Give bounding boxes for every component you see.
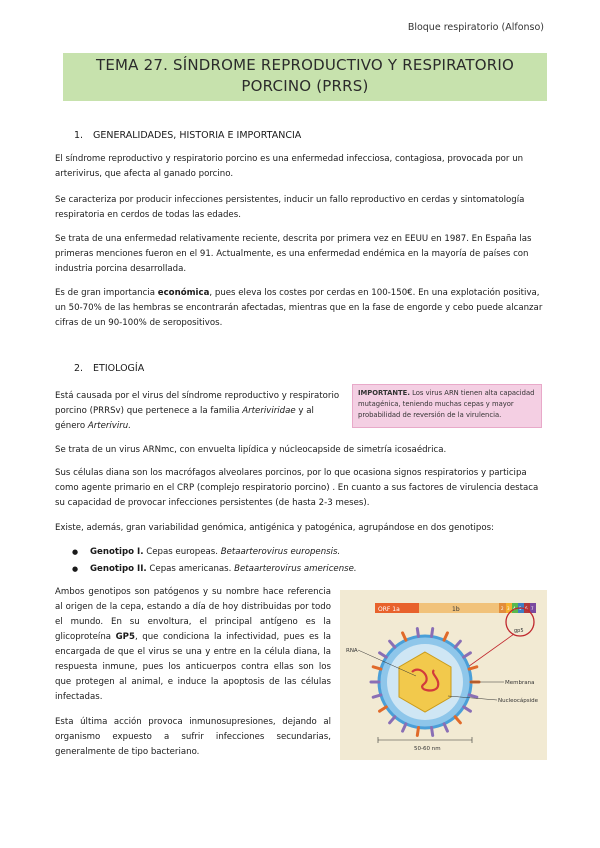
- s1-paragraph-1: El síndrome reproductivo y respiratorio porcino es una enfermedad infecciosa, contagiosa, provocada por un arterivirus, que afecta al ganado porcino.: [55, 154, 524, 179]
- gene-4-label: 4: [513, 606, 516, 611]
- s2-paragraph-1: Está causada por el virus del síndrome reproductivo y respiratorio porcino (PRRSv) que pertenece a la familia Arteriviridae y al género Arteriviru.: [55, 391, 340, 431]
- genotype-list: [72, 544, 357, 578]
- page-title: [63, 53, 547, 101]
- envelope-spike: [432, 728, 433, 736]
- section-2-title: ETIOLOGÍA: [93, 363, 145, 374]
- title-line-1: TEMA 27. SÍNDROME REPRODUCTIVO Y RESPIRATORIO: [95, 56, 515, 74]
- section-2-heading: [74, 363, 144, 374]
- membrane-label: Membrana: [505, 680, 535, 686]
- s2-paragraph-6: Esta última acción provoca inmunosupresiones, dejando al organismo expuesto a sufrir infecciones secundarias, generalmente de tipo bacteriano.: [55, 717, 331, 757]
- economic-emphasis: económica: [157, 288, 210, 298]
- envelope-spike: [417, 629, 418, 637]
- s2-paragraph-3: Sus células diana son los macrófagos alveolares porcinos, por lo que ocasiona signos respiratorios y participa como agente primario en el CRP (complejo respiratorio porcino) . En cuanto a sus factores de virulencia destaca su capacidad de provocar infecciones persistentes (de hasta 2-3 meses).: [55, 468, 539, 508]
- title-line-2: PORCINO (PRRS): [241, 77, 369, 95]
- gene-7-label: 7: [531, 606, 534, 611]
- s1-paragraph-2: Se caracteriza por producir infecciones persistentes, inducir un fallo reproductivo en cerdas y sintomatología respiratoria en cerdos de todas las edades.: [55, 195, 525, 220]
- section-1-heading: [74, 130, 301, 141]
- orf1b-label: 1b: [452, 606, 460, 613]
- section-1-number: 1.: [74, 130, 84, 141]
- s2-paragraph-5: Ambos genotipos son patógenos y su nombre hace referencia al origen de la cepa, estando a día de hoy distribuidas por todo el mundo. En su envoltura, el principal antígeno es la glicoproteína GP5, que condiciona la infectividad, pues es la encargada de que el virus se una y entre en la célula diana, la respuesta inmune, pues los anticuerpos contra ellas son los que protegen al animal, e induce la apoptosis de las células infectadas.: [55, 587, 331, 702]
- note-text: Los virus ARN tienen alta capacidad mutagénica, teniendo muchas cepas y mayor probabilidad de reversión de la virulencia.: [358, 389, 535, 419]
- section-1-title: GENERALIDADES, HISTORIA E IMPORTANCIA: [93, 130, 302, 141]
- s1-paragraph-3: Se trata de una enfermedad relativamente reciente, descrita por primera vez en EEUU en 1987. En España las primeras menciones fueron en el 91. Actualmente, es una enfermedad endémica en la mayoría de países con industria porcina desarrollada.: [55, 234, 532, 274]
- rna-label: RNA: [346, 648, 358, 654]
- prrsv-virion-diagram: [340, 590, 547, 760]
- orf1a-label: ORF 1a: [378, 606, 400, 613]
- gene-5-label: 5: [519, 606, 522, 611]
- scale-label: 50-60 nm: [414, 746, 441, 752]
- important-note-box: [352, 384, 542, 428]
- list-item: ● Genotipo I. Cepas europeas. Betaarterovirus europensis.: [72, 544, 357, 561]
- virion-particle: [379, 636, 471, 728]
- envelope-spike: [432, 629, 433, 637]
- s2-paragraph-2: Se trata de un virus ARNmc, con envuelta lipídica y núcleocapside de simetría icosaédrica.: [55, 445, 447, 455]
- gene-2-label: 2: [501, 606, 504, 611]
- gp5-label: gp5: [514, 628, 524, 634]
- header-course-label: Bloque respiratorio (Alfonso): [407, 22, 544, 33]
- section-2-number: 2.: [74, 363, 84, 374]
- s1-paragraph-4: Es de gran importancia económica, pues eleva los costes por cerdas en 100-150€. En una explotación positiva, un 50-70% de las hembras se encontrarán afectadas, mientras que en la fase de engorde y cebo puede alcanzar cifras de un 90-100% de seropositivos.: [55, 288, 543, 328]
- s2-paragraph-4: Existe, además, gran variabilidad genómica, antigénica y patogénica, agrupándose en dos genotipos:: [55, 523, 494, 533]
- list-item: ● Genotipo II. Cepas americanas. Betaarterovirus americense.: [72, 561, 357, 578]
- nucleocapsid-label: Nucleocápside: [498, 698, 539, 704]
- gene-3-label: 3: [507, 606, 510, 611]
- gene-6-label: 6: [525, 606, 528, 611]
- envelope-spike: [417, 728, 418, 736]
- gp5-emphasis: GP5: [115, 632, 135, 642]
- note-label: IMPORTANTE.: [358, 389, 410, 397]
